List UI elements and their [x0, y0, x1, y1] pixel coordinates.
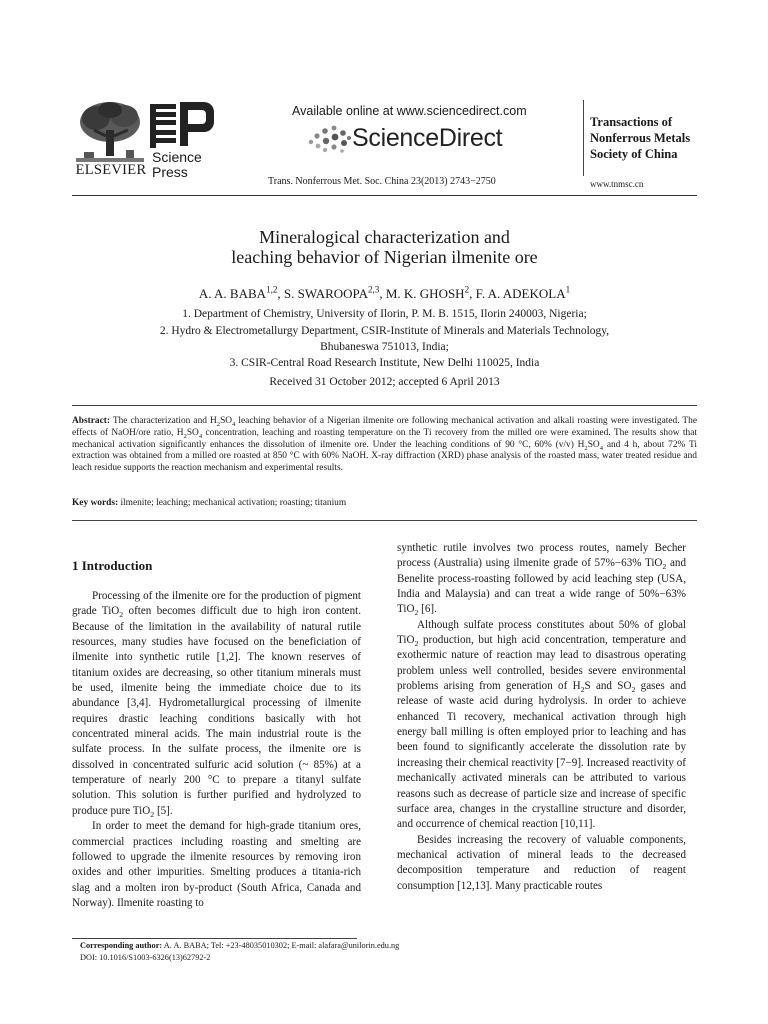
keywords: [72, 498, 697, 508]
sciencedirect-name: ScienceDirect: [352, 124, 503, 152]
affiliation-line: 3. CSIR-Central Road Research Institute, New Delhi 110025, India: [229, 357, 540, 369]
abstract-divider-top: [72, 405, 697, 406]
footnote: [80, 940, 399, 964]
author-affiliation-mark: 1: [565, 284, 571, 295]
abstract: Abstract: The characterization and $H_2SO_4$ leaching behavior of a Nigerian ilmenite ore following mechanical activation and alkali roasting were investigated. The effects of NaOH/ore ratio, $H_2SO_4$ concentration, leaching and roasting temperature on the Ti recovery from the milled ore were examined. The results show that mechanical activation significantly enhances the dissolution of ilmenite ore. Under the leaching conditions of 90 °C, 60% (v/v) $H_2SO_4$ and 4 h, about 72% Ti extraction was obtained from a milled ore roasted at 850 °C with 60% NaOH. X-ray diffraction (XRD) phase analysis of the roasted mass, water treated residue and leach residue supports the reaction mechanism and experimental results.: [72, 416, 697, 474]
journal-title-line: Transactions of: [590, 115, 673, 129]
available-online-text: Available online at www.sciencedirect.com: [292, 104, 527, 118]
journal-url[interactable]: www.tnmsc.cn: [590, 179, 644, 189]
author-name: M. K. GHOSH: [385, 286, 465, 301]
section-heading-introduction: 1 Introduction: [72, 558, 153, 573]
body-paragraph: Processing of the ilmenite ore for the production of pigment grade TiO$_2$ often becomes difficult due to high iron content. Because of the limitation in the availability of natural rutile resources, many studies have focused on the beneficiation of ilmenite into synthetic rutile [1,2]. The known reserves of titanium oxides are decreasing, so other titanium minerals must be used, ilmenite being the immediate choice due to its abundance [3,4]. Hydrometallurgical processing of ilmenite requires drastic leaching conditions basically with hot concentrated mineral acids. The main industrial route is the sulfate process. In the sulfate process, the ilmenite ore is dissolved in concentrated sulfuric acid solution (~ 85%) at a temperature of nearly 200 °C to prepare a titanyl sulfate solution. This solution is further purified and hydrolyzed to produce pure TiO$_2$ [5].: [72, 590, 361, 820]
corresponding-author: [80, 940, 399, 952]
journal-title-line: Nonferrous Metals: [590, 131, 691, 145]
elsevier-logo: [72, 100, 150, 184]
journal-title-line: Society of China: [590, 147, 678, 161]
elsevier-label: ELSEVIER: [75, 162, 147, 178]
corresponding-author-label: Corresponding author:: [80, 941, 163, 950]
paper-title-line2: leaching behavior of Nigerian ilmenite ore: [231, 247, 538, 267]
science-press-logo: [150, 100, 218, 184]
elsevier-tree-icon: [76, 100, 144, 162]
author-affiliation-mark: 1,2: [266, 284, 278, 295]
header-vertical-divider: [583, 100, 584, 176]
abstract-label: Abstract:: [72, 416, 111, 426]
sciencedirect-dots-icon: [305, 124, 351, 154]
paper-title: [72, 227, 697, 267]
body-paragraph: In order to meet the demand for high-grade titanium ores, commercial practices including roasting and smelting are followed to upgrade the ilmenite resources by removing iron oxides and other impurities. Smelting produces a titania-rich slag and a molten iron by-product (South Africa, Canada and Norway). Ilmenite roasting to: [72, 820, 361, 909]
keywords-text: ilmenite; leaching; mechanical activation; roasting; titanium: [120, 498, 347, 508]
paper-title-line1: Mineralogical characterization and: [259, 227, 510, 247]
footnote-divider: [72, 938, 357, 939]
science-press-line2: Press: [152, 164, 188, 180]
science-press-line1: Science: [152, 149, 202, 165]
doi: DOI: 10.1016/S1003-6326(13)62792-2: [80, 953, 211, 962]
author-affiliation-mark: 2: [464, 284, 470, 295]
journal-reference: Trans. Nonferrous Met. Soc. China 23(2013) 2743−2750: [268, 176, 496, 187]
body-column-left: [72, 589, 361, 911]
header-divider: [72, 195, 697, 196]
author-affiliation-mark: 2,3: [367, 284, 380, 295]
affiliation-line: 1. Department of Chemistry, University of Ilorin, P. M. B. 1515, Ilorin 240003, Nigeria;: [182, 308, 587, 320]
abstract-divider-bottom: [72, 520, 697, 521]
author-list: A. A. BABA$^{1,2}$, S. SWAROOPA$^{2,3}$, M. K. GHOSH$^2$, F. A. ADEKOLA$^1$: [198, 284, 571, 301]
body-column-right: [397, 541, 686, 894]
author-name: S. SWAROOPA: [283, 286, 368, 301]
journal-title: [590, 114, 690, 162]
affiliation-line: 2. Hydro & Electrometallurgy Department, CSIR-Institute of Minerals and Materials Technology,: [159, 325, 610, 337]
affiliation-line: Bhubaneswa 751013, India;: [320, 341, 449, 353]
author-name: F. A. ADEKOLA: [475, 286, 566, 301]
body-paragraph: Besides increasing the recovery of valuable components, mechanical activation of mineral leads to the decreased decomposition temperature and reduction of reagent consumption [12,13]. Many practicable routes: [397, 833, 686, 892]
science-press-label: [152, 150, 202, 180]
body-paragraph: Although sulfate process constitutes about 50% of global TiO$_2$ production, but high acid concentration, temperature and exothermic nature of reaction may lead to disastrous operating problem unless well controlled, besides severe environmental problems arising from generation of $H_2S$ and $SO_2$ gases and release of waste acid during hydrolysis. In order to achieve enhanced Ti recovery, mechanical activation through high energy ball milling is often employed prior to leaching and has been found to significantly accelerate the dissolution rate by increasing their chemical reactivity [7−9]. Increased reactivity of mechanically activated minerals can be attributed to various reasons such as decrease of particle size and increase of specific surface area, changes in the crystalline structure and disorder, and occurrence of chemical reaction [10,11].: [397, 618, 686, 831]
body-paragraph: synthetic rutile involves two process routes, namely Becher process (Australia) using ilmenite grade of 57%−63% TiO$_2$ and Benelite process-roasting followed by acid leaching step (USA, India and Malaysia) and can treat a wide range of 50%−63% TiO$_2$ [6].: [397, 542, 686, 618]
author-name: A. A. BABA: [198, 286, 267, 301]
science-press-mark-icon: [150, 100, 214, 148]
corresponding-author-text: A. A. BABA; Tel: +23-48035010302; E-mail: alafara@unilorin.edu.ng: [163, 941, 400, 950]
sciencedirect-logo: [305, 120, 535, 156]
keywords-label: Key words:: [72, 498, 119, 508]
received-dates: Received 31 October 2012; accepted 6 April 2013: [269, 376, 500, 388]
